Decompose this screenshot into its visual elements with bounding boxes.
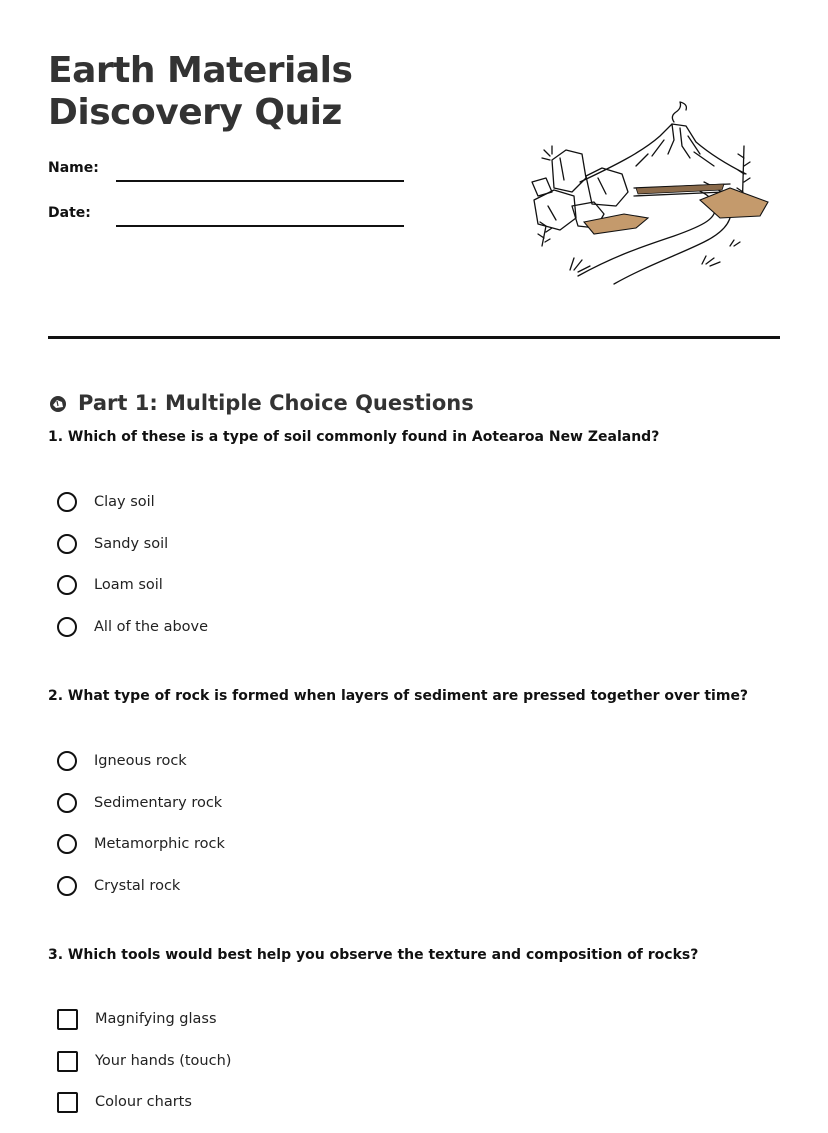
radio-button[interactable] [57, 876, 77, 896]
question-3-options [57, 1008, 231, 1133]
option-colour-charts[interactable] [57, 1091, 231, 1133]
question-1-options [57, 491, 208, 657]
checkbox[interactable] [57, 1009, 78, 1030]
option-label: Sandy soil [94, 535, 169, 552]
option-label: Crystal rock [94, 877, 181, 894]
radio-button[interactable] [57, 834, 77, 854]
option-label: Igneous rock [94, 753, 187, 769]
option-label: Sedimentary rock [94, 794, 223, 811]
option-igneous-rock[interactable] [57, 750, 225, 792]
option-label: Your hands (touch) [95, 1052, 232, 1069]
option-loam-soil[interactable] [57, 574, 208, 616]
radio-button[interactable] [57, 534, 77, 554]
option-clay-soil[interactable] [57, 491, 208, 533]
page-title [48, 50, 352, 134]
question-2: 2. What type of rock is formed when layers of sediment are pressed together over time? [48, 688, 749, 704]
part1-heading [48, 391, 474, 415]
section-divider [48, 336, 780, 339]
radio-button[interactable] [57, 793, 77, 813]
option-your-hands[interactable] [57, 1050, 231, 1092]
radio-button[interactable] [57, 575, 77, 595]
name-label: Name: [48, 160, 99, 176]
option-crystal-rock[interactable] [57, 875, 225, 917]
radio-button[interactable] [57, 492, 77, 512]
title-line-2: Discovery Quiz [48, 92, 342, 133]
title-line-1: Earth Materials [48, 50, 353, 91]
option-label: Loam soil [94, 577, 163, 593]
option-label: Clay soil [94, 494, 155, 510]
option-label: Colour charts [95, 1094, 192, 1110]
checkbox[interactable] [57, 1092, 78, 1113]
option-label: Magnifying glass [95, 1011, 217, 1027]
date-field[interactable] [48, 205, 408, 235]
name-field[interactable] [48, 160, 408, 190]
part1-heading-text: Part 1: Multiple Choice Questions [78, 391, 474, 416]
option-all-of-the-above[interactable] [57, 616, 208, 658]
radio-button[interactable] [57, 617, 77, 637]
option-sandy-soil[interactable] [57, 533, 208, 575]
question-1: 1. Which of these is a type of soil commonly found in Aotearoa New Zealand? [48, 429, 660, 445]
date-label: Date: [48, 205, 91, 221]
question-3: 3. Which tools would best help you observe the texture and composition of rocks? [48, 947, 699, 963]
volcano-landscape-illustration [524, 96, 772, 288]
option-metamorphic-rock[interactable] [57, 833, 225, 875]
checkbox[interactable] [57, 1051, 78, 1072]
rock-icon [48, 393, 68, 413]
option-magnifying-glass[interactable] [57, 1008, 231, 1050]
radio-button[interactable] [57, 751, 77, 771]
option-label: Metamorphic rock [94, 836, 225, 852]
question-2-options [57, 750, 225, 916]
option-label: All of the above [94, 618, 209, 635]
date-write-line[interactable] [116, 225, 404, 227]
option-sedimentary-rock[interactable] [57, 792, 225, 834]
name-write-line[interactable] [116, 180, 404, 182]
